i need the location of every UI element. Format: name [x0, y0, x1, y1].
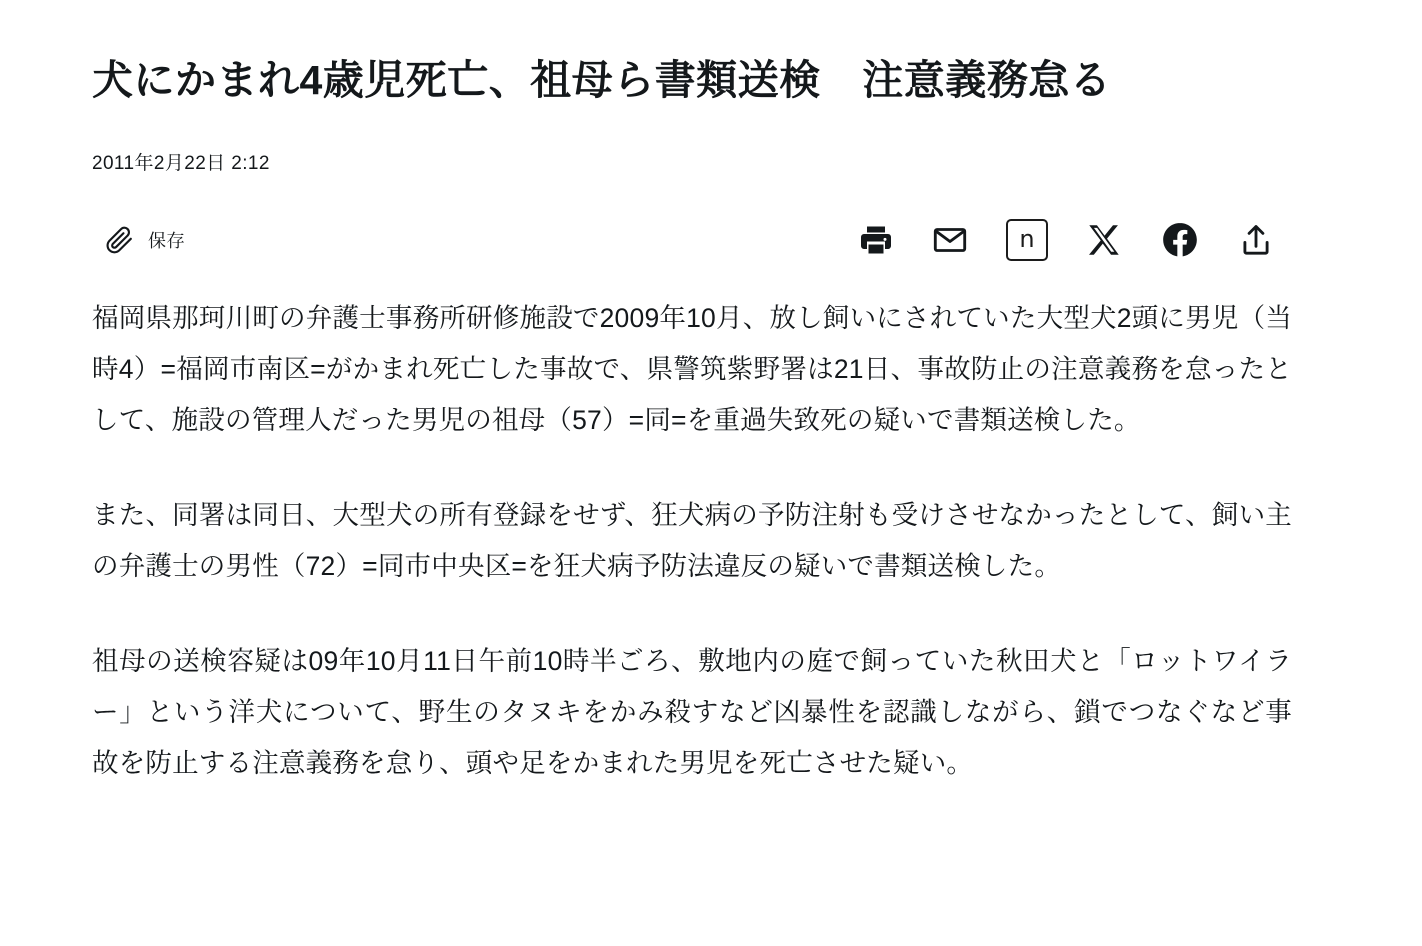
note-icon-letter: n	[1019, 225, 1035, 254]
facebook-icon[interactable]	[1160, 220, 1200, 260]
print-icon[interactable]	[858, 222, 894, 258]
article-toolbar	[92, 213, 1292, 267]
publish-date: 2011年2月22日 2:12	[92, 153, 270, 175]
note-icon[interactable]	[1006, 219, 1048, 261]
article-body	[92, 293, 1292, 788]
save-button[interactable]	[92, 225, 185, 255]
save-label: 保存	[148, 231, 185, 252]
mail-icon[interactable]	[932, 222, 968, 258]
share-icon[interactable]	[1238, 222, 1274, 258]
page-title: 犬にかまれ4歳児死亡、祖母ら書類送検 注意義務怠る	[92, 57, 1112, 103]
article-paragraph: また、同署は同日、大型犬の所有登録をせず、狂犬病の予防注射も受けさせなかったとして、飼い主の弁護士の男性（72）=同市中央区=を狂犬病予防法違反の疑いで書類送検した。	[92, 500, 1292, 581]
x-icon[interactable]	[1086, 222, 1122, 258]
article-paragraph: 福岡県那珂川町の弁護士事務所研修施設で2009年10月、放し飼いにされていた大型犬2頭に男児（当時4）=福岡市南区=がかまれ死亡した事故で、県警筑紫野署は21日、事故防止の注意義務を怠ったとして、施設の管理人だった男児の祖母（57）=同=を重過失致死の疑いで書類送検した。	[92, 303, 1292, 436]
article-paragraph: 祖母の送検容疑は09年10月11日午前10時半ごろ、敷地内の庭で飼っていた秋田犬と「ロットワイラー」という洋犬について、野生のタヌキをかみ殺すなど凶暴性を認識しながら、鎖でつなぐなど事故を防止する注意義務を怠り、頭や足をかまれた男児を死亡させた疑い。	[92, 645, 1292, 778]
share-button-group	[858, 219, 1292, 261]
paperclip-icon	[104, 225, 134, 255]
